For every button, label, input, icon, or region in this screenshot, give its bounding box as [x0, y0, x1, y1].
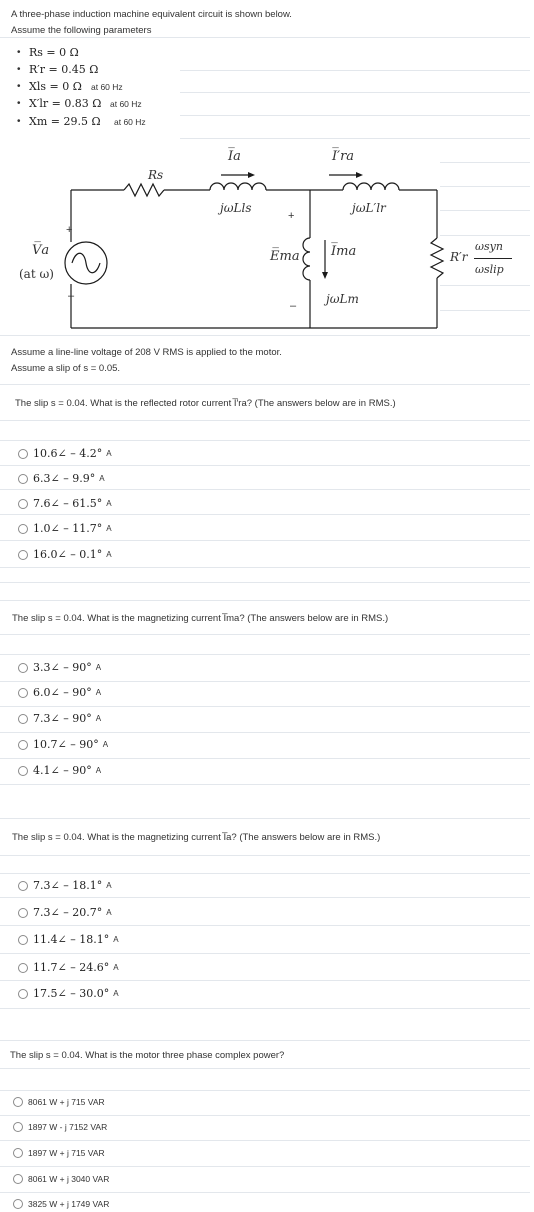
label-rs: Rs	[148, 168, 164, 182]
param-rs: Rs = 0 Ω	[29, 46, 79, 59]
option-value: 4.1∠ – 90°	[33, 764, 92, 777]
option[interactable]	[13, 1097, 105, 1107]
circuit-svg	[0, 140, 534, 340]
radio-button[interactable]	[18, 881, 28, 891]
option[interactable]	[18, 738, 108, 751]
option-unit: A	[99, 474, 105, 483]
option-value: 10.6∠ – 4.2°	[33, 447, 103, 460]
option[interactable]	[13, 1148, 105, 1158]
question-4: The slip s = 0.04. What is the motor three phase complex power?	[10, 1050, 285, 1061]
equivalent-circuit-diagram	[0, 140, 534, 340]
label-va: V̅a	[32, 243, 50, 258]
minus-source: –	[68, 290, 75, 302]
assume-line-1: Assume a line-line voltage of 208 V RMS is applied to the motor.	[11, 347, 282, 358]
label-jwllr: jωL′lr	[352, 201, 386, 215]
radio-button[interactable]	[18, 499, 28, 509]
option[interactable]	[13, 1122, 107, 1132]
label-ira: I̅′ra	[332, 149, 355, 164]
option-unit: A	[113, 989, 119, 998]
radio-button[interactable]	[18, 766, 28, 776]
option-value: 16.0∠ – 0.1°	[33, 548, 103, 561]
param-xls: Xls = 0 Ω	[29, 80, 82, 93]
option-unit: A	[113, 935, 119, 944]
label-ema: E̅ma	[270, 249, 300, 264]
option-unit: A	[106, 550, 112, 559]
assume-line-2: Assume a slip of s = 0.05.	[11, 363, 121, 374]
param-xlr-suffix: at 60 Hz	[110, 99, 142, 109]
option[interactable]	[18, 906, 112, 919]
option-unit: A	[106, 499, 112, 508]
option-value: 8061 W + j 3040 VAR	[28, 1174, 110, 1184]
label-wslip: ωslip	[475, 263, 504, 276]
minus-ema: –	[290, 300, 297, 312]
option[interactable]	[18, 933, 119, 946]
label-rr: R′r	[450, 250, 468, 264]
option-value: 3825 W + j 1749 VAR	[28, 1199, 110, 1209]
radio-button[interactable]	[18, 935, 28, 945]
option[interactable]	[13, 1199, 109, 1209]
option-value: 8061 W + j 715 VAR	[28, 1097, 105, 1107]
option-unit: A	[95, 766, 102, 775]
radio-button[interactable]	[18, 908, 28, 918]
label-at-w: (at ω)	[19, 267, 54, 281]
option-unit: A	[95, 714, 102, 723]
intro-line-2: Assume the following parameters	[11, 25, 152, 36]
option[interactable]	[18, 472, 105, 485]
question-2: The slip s = 0.04. What is the magnetizing current I̅ma? (The answers below are in RMS.)	[12, 613, 389, 624]
radio-button[interactable]	[13, 1199, 23, 1209]
plus-ema: +	[288, 210, 295, 222]
radio-button[interactable]	[13, 1122, 23, 1132]
param-xm: Xm = 29.5 Ω	[29, 115, 101, 128]
option-value: 1897 W + j 715 VAR	[28, 1148, 105, 1158]
question-1: The slip s = 0.04. What is the reflected rotor current I̅′ra? (The answers below are in RMS.)	[15, 398, 396, 409]
option-unit: A	[106, 449, 112, 458]
bullet: •	[17, 64, 21, 75]
option-value: 7.3∠ – 90°	[33, 712, 92, 725]
param-rr: R′r = 0.45 Ω	[29, 63, 99, 76]
radio-button[interactable]	[13, 1097, 23, 1107]
radio-button[interactable]	[18, 550, 28, 560]
option[interactable]	[18, 661, 101, 674]
radio-button[interactable]	[18, 663, 28, 673]
option-unit: A	[106, 881, 112, 890]
option-unit: A	[113, 963, 119, 972]
option-value: 6.0∠ – 90°	[33, 686, 92, 699]
option[interactable]	[18, 447, 112, 460]
label-wsyn: ωsyn	[475, 240, 503, 253]
option-value: 3.3∠ – 90°	[33, 661, 92, 674]
bullet: •	[17, 98, 21, 109]
option[interactable]	[18, 686, 101, 699]
param-xls-suffix: at 60 Hz	[91, 82, 123, 92]
option[interactable]	[18, 712, 101, 725]
radio-button[interactable]	[18, 524, 28, 534]
bullet: •	[17, 116, 21, 127]
radio-button[interactable]	[18, 714, 28, 724]
option[interactable]	[18, 522, 112, 535]
question-3: The slip s = 0.04. What is the magnetizing current I̅a? (The answers below are in RMS.)	[12, 832, 381, 843]
option[interactable]	[18, 961, 119, 974]
option[interactable]	[18, 764, 101, 777]
param-xlr: X′lr = 0.83 Ω	[29, 97, 102, 110]
radio-button[interactable]	[18, 688, 28, 698]
intro-line-1: A three-phase induction machine equivalent circuit is shown below.	[11, 9, 292, 20]
radio-button[interactable]	[18, 449, 28, 459]
fraction-bar	[474, 258, 512, 259]
option[interactable]	[13, 1174, 109, 1184]
option-value: 7.3∠ – 18.1°	[33, 879, 103, 892]
option[interactable]	[18, 879, 112, 892]
option-value: 7.3∠ – 20.7°	[33, 906, 103, 919]
radio-button[interactable]	[13, 1174, 23, 1184]
option-value: 17.5∠ – 30.0°	[33, 987, 110, 1000]
option-unit: A	[102, 740, 109, 749]
option-unit: A	[106, 524, 112, 533]
option-unit: A	[95, 663, 102, 672]
label-jwlm: jωLm	[326, 292, 359, 306]
option-value: 1.0∠ – 11.7°	[33, 522, 103, 535]
option[interactable]	[18, 497, 112, 510]
radio-button[interactable]	[13, 1148, 23, 1158]
label-ia: I̅a	[228, 149, 241, 164]
radio-button[interactable]	[18, 963, 28, 973]
option-value: 6.3∠ – 9.9°	[33, 472, 96, 485]
radio-button[interactable]	[18, 740, 28, 750]
option-unit: A	[106, 908, 112, 917]
option[interactable]	[18, 548, 112, 561]
option[interactable]	[18, 987, 119, 1000]
param-xm-suffix: at 60 Hz	[114, 117, 146, 127]
option-value: 7.6∠ – 61.5°	[33, 497, 103, 510]
option-value: 10.7∠ – 90°	[33, 738, 99, 751]
radio-button[interactable]	[18, 474, 28, 484]
bullet: •	[17, 47, 21, 58]
plus-source: +	[66, 224, 73, 236]
label-jwlls: jωLls	[220, 201, 252, 215]
option-value: 1897 W - j 7152 VAR	[28, 1122, 108, 1132]
radio-button[interactable]	[18, 989, 28, 999]
option-value: 11.4∠ – 18.1°	[33, 933, 110, 946]
bullet: •	[17, 81, 21, 92]
option-value: 11.7∠ – 24.6°	[33, 961, 110, 974]
label-ima: I̅ma	[331, 244, 357, 259]
option-unit: A	[95, 688, 102, 697]
